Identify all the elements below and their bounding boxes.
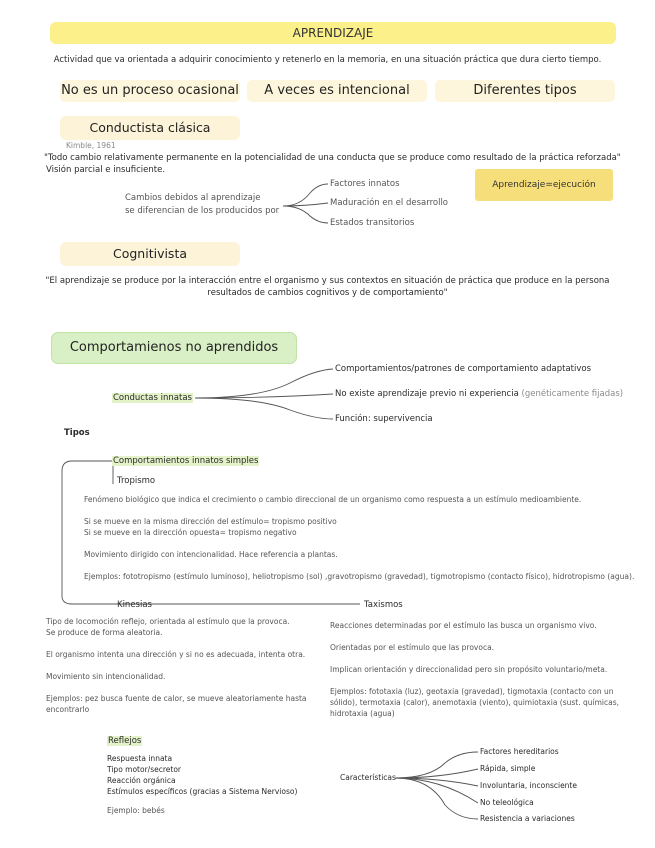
taxismos-label: Taxismos [364, 600, 403, 610]
reflejos-item-3: Reacción orgánica [107, 776, 176, 785]
taxismos-p4a: Ejemplos: fototaxia (luz), geotaxia (gravedad), tigmotaxia (contacto con un [330, 687, 614, 696]
cognitivista-quote-1: "El aprendizaje se produce por la interacción entre el organismo y sus contextos en situación de práctica que produce en la persona [45, 276, 610, 286]
caracteristica-1: Factores hereditarios [480, 747, 559, 756]
kinesias-p1b: Se produce de forma aleatoria. [46, 628, 163, 637]
cognitivista-quote-2: resultados de cambios cognitivos y de comportamiento" [207, 288, 448, 298]
conductista-quote: "Todo cambio relativamente permanente en la potencialidad de una conducta que se produce como resultado de la práctica reforzada" [44, 153, 621, 163]
conductas-innatas-label: Conductas innatas [113, 393, 192, 403]
tropismo-p1: Fenómeno biológico que indica el crecimiento o cambio direccional de un organismo como respuesta a un estímulo medioambiente. [84, 495, 582, 504]
conductista-citation: Kimble, 1961 [66, 141, 116, 150]
equation-box: Aprendizaje=ejecución [475, 169, 613, 201]
tropismo-p2b: Si se mueve en la dirección opuesta= tropismo negativo [84, 528, 297, 537]
no-aprendidos-heading: Comportamienos no aprendidos [51, 332, 297, 364]
branch-estados: Estados transitorios [330, 218, 415, 228]
caracteristicas-label: Características [340, 773, 396, 782]
caracteristica-2: Rápida, simple [480, 764, 536, 773]
kinesias-p3: Movimiento sin intencionalidad. [46, 672, 166, 681]
conductista-note: Visión parcial e insuficiente. [46, 165, 166, 175]
taxismos-p2: Orientadas por el estímulo que las provoca. [330, 643, 495, 652]
simples-label: Comportamientos innatos simples [113, 456, 259, 466]
branch-adaptativos: Comportamientos/patrones de comportamiento adaptativos [335, 364, 592, 374]
caracteristica-4: No teleológica [480, 798, 534, 807]
taxismos-p3: Implican orientación y direccionalidad pero sin propósito voluntario/meta. [330, 665, 608, 674]
reflejos-item-2: Tipo motor/secretor [107, 765, 181, 774]
chip-intencional: A veces es intencional [247, 80, 427, 102]
conductista-heading: Conductista clásica [60, 116, 240, 140]
branch-source-1: Cambios debidos al aprendizaje [125, 193, 261, 203]
tropismo-label: Tropismo [117, 476, 156, 486]
reflejos-item-4: Estímulos específicos (gracias a Sistema Nervioso) [107, 787, 298, 796]
taxismos-p1: Reacciones determinadas por el estímulo las busca un organismo vivo. [330, 621, 597, 630]
kinesias-p4b: encontrarlo [46, 705, 90, 714]
caracteristica-5: Resistencia a variaciones [480, 814, 575, 823]
reflejos-heading: Reflejos [108, 736, 142, 746]
branch-maduracion: Maduración en el desarrollo [330, 198, 449, 208]
cognitivista-heading: Cognitivista [60, 242, 240, 266]
kinesias-p2: El organismo intenta una dirección y si no es adecuada, intenta otra. [46, 650, 306, 659]
branch-factores: Factores innatos [330, 179, 400, 189]
tropismo-p4: Ejemplos: fototropismo (estímulo luminoso), heliotropismo (sol) ,gravotropismo (gravedad), tigmotropismo (contacto físico), hidrotropismo (agua). [84, 572, 635, 581]
branch-no-experiencia [335, 389, 623, 400]
page-title: APRENDIZAJE [50, 22, 616, 44]
chip-tipos: Diferentes tipos [435, 80, 615, 102]
chip-ocasional: No es un proceso ocasional [60, 80, 240, 102]
branch-no-experiencia-main: No existe aprendizaje previo ni experiencia [335, 389, 519, 399]
branch-source-2: se diferencian de los producidos por [125, 206, 280, 216]
taxismos-p4c: hidrotaxia (agua) [330, 709, 395, 718]
branch-supervivencia: Función: supervivencia [335, 414, 433, 424]
taxismos-p4b: sólido), termotaxia (calor), anemotaxia (viento), quimiotaxia (sust. químicas, [330, 698, 619, 707]
branch-no-experiencia-paren: (genéticamente fijadas) [521, 389, 624, 399]
tipos-label: Tipos [64, 428, 90, 438]
tropismo-p2a: Si se mueve en la misma dirección del estímulo= tropismo positivo [84, 517, 337, 526]
reflejos-item-1: Respuesta innata [107, 754, 173, 763]
reflejos-example: Ejemplo: bebés [107, 806, 165, 815]
kinesias-p4a: Ejemplos: pez busca fuente de calor, se mueve aleatoriamente hasta [46, 694, 307, 703]
kinesias-label: Kinesias [117, 600, 152, 610]
kinesias-p1a: Tipo de locomoción reflejo, orientada al estímulo que la provoca. [46, 617, 290, 626]
tropismo-p3: Movimiento dirigido con intencionalidad. Hace referencia a plantas. [84, 550, 338, 559]
definition-text: Actividad que va orientada a adquirir conocimiento y retenerlo en la memoria, en una situación práctica que dura cierto tiempo. [53, 55, 602, 65]
caracteristica-3: Involuntaria, inconsciente [480, 781, 577, 790]
